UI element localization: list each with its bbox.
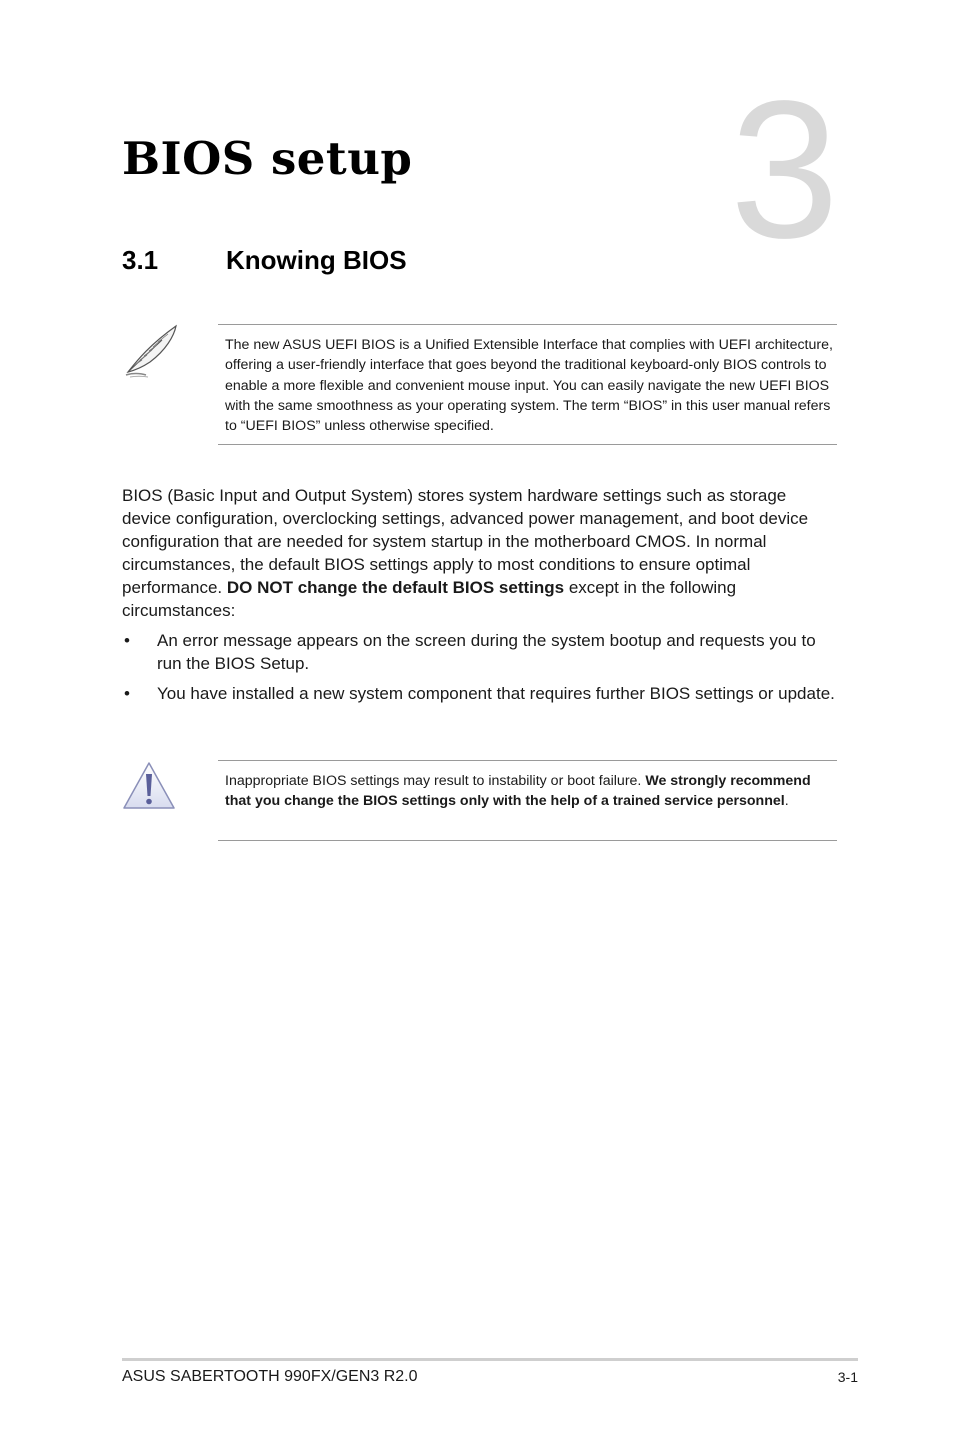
section-heading: [122, 245, 407, 276]
section-number: 3.1: [122, 245, 159, 275]
bullet-marker: •: [124, 631, 130, 650]
intro-text-end: except in the following circumstances:: [122, 578, 737, 620]
chapter-title: BIOS setup: [122, 132, 413, 185]
warning-triangle-icon: [122, 760, 178, 812]
list-item-text: An error message appears on the screen during the system bootup and requests you to run the BIOS Setup.: [157, 631, 816, 673]
footer-rule: [122, 1358, 858, 1361]
note-text: The new ASUS UEFI BIOS is a Unified Extensible Interface that complies with UEFI architecture, offering a user-friendly interface that goes beyond the traditional keyboard-only BIOS controls to enable a more flexible and convenient mouse input. You can easily navigate the new UEFI BIOS with the same smoothness as your operating system. The term “BIOS” in this user manual refers to “UEFI BIOS” unless otherwise specified.: [225, 337, 833, 435]
list-item: [122, 629, 837, 675]
page-number: 3-1: [837, 1369, 858, 1385]
circumstance-list: [122, 629, 837, 712]
bullet-marker: •: [124, 684, 130, 703]
intro-emphasis: DO NOT change the default BIOS settings: [226, 578, 565, 597]
warning-text: Inappropriate BIOS settings may result to instability or boot failure.: [225, 773, 646, 789]
chapter-number: 3: [730, 60, 840, 279]
list-item: [122, 682, 837, 705]
intro-text: BIOS (Basic Input and Output System) stores system hardware settings such as storage device configuration, overclocking settings, advanced power management, and boot device configuration that are needed for system startup in the motherboard CMOS. In normal circumstances, the default BIOS settings apply to most conditions to ensure optimal performance.: [122, 486, 809, 597]
list-item-text: You have installed a new system component that requires further BIOS settings or update.: [157, 684, 835, 703]
note-box: [218, 324, 837, 445]
section-title: Knowing BIOS: [226, 245, 407, 275]
feather-pen-icon: [122, 320, 182, 380]
warning-box: [218, 760, 837, 841]
footer-product: ASUS SABERTOOTH 990FX/GEN3 R2.0: [122, 1368, 418, 1385]
warning-emphasis: We strongly recommend that you change the BIOS settings only with the help of a trained service personnel: [225, 773, 811, 810]
warning-text-end: .: [784, 793, 789, 810]
intro-paragraph: [122, 484, 837, 622]
